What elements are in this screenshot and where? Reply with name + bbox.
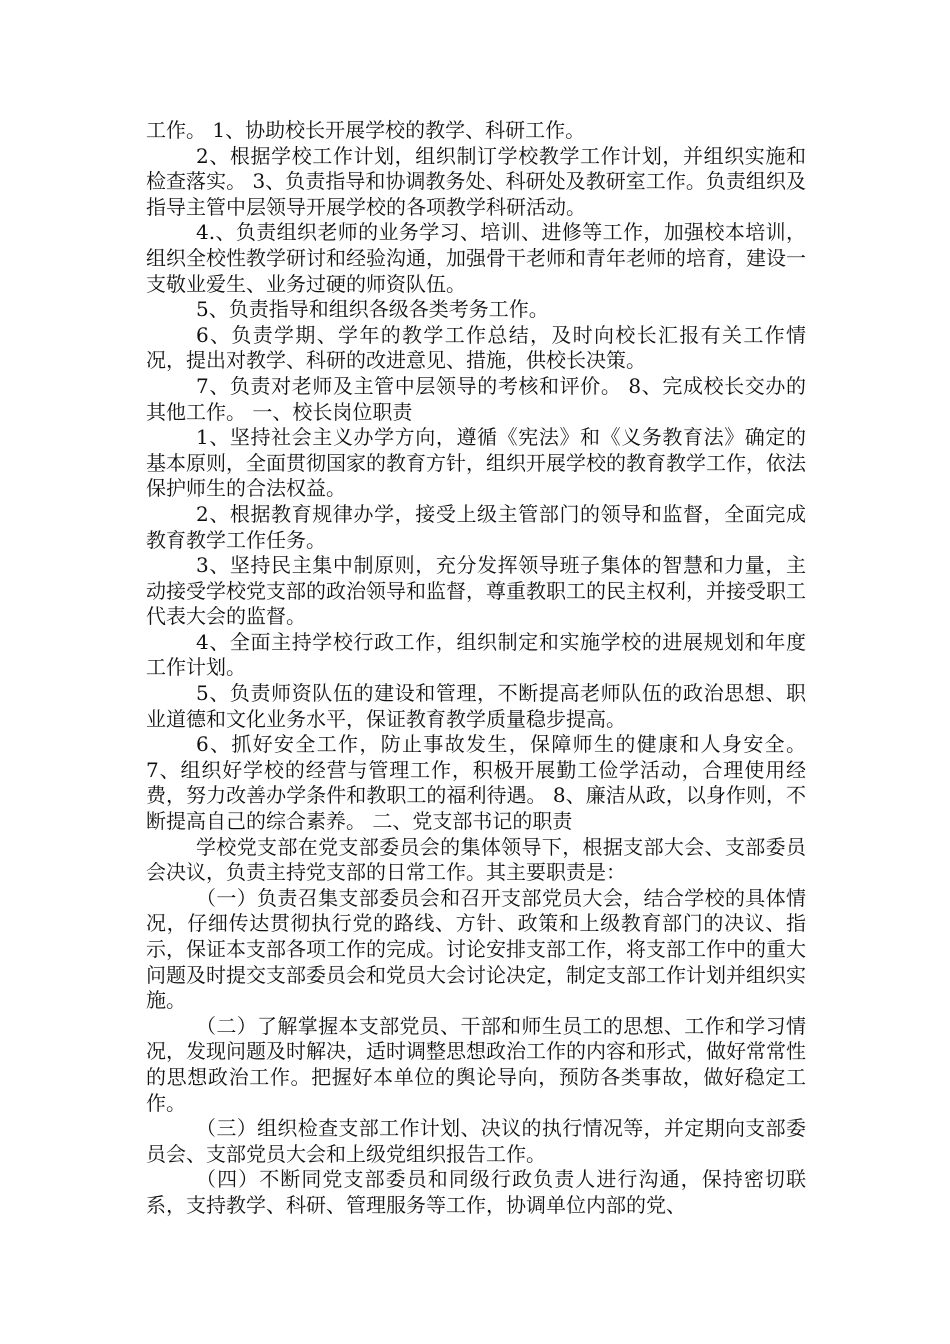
paragraph: 1、坚持社会主义办学方向，遵循《宪法》和《义务教育法》确定的基本原则，全面贯彻国家的教育方针，组织开展学校的教育教学工作，依法保护师生的合法权益。: [146, 425, 806, 501]
paragraph: 6、负责学期、学年的教学工作总结，及时向校长汇报有关工作情况，提出对教学、科研的改进意见、措施，供校长决策。: [146, 322, 806, 373]
paragraph: 4、全面主持学校行政工作，组织制定和实施学校的进展规划和年度工作计划。: [146, 629, 806, 680]
paragraph: 6、抓好安全工作，防止事故发生，保障师生的健康和人身安全。 7、组织好学校的经营与管理工作，积极开展勤工俭学活动，合理使用经费，努力改善办学条件和教职工的福利待遇。 8、廉洁从政，以身作则，不断提高自己的综合素养。 二、党支部书记的职责: [146, 732, 806, 834]
paragraph: 4.、负责组织老师的业务学习、培训、进修等工作，加强校本培训，组织全校性教学研讨和经验沟通，加强骨干老师和青年老师的培育，建设一支敬业爱生、业务过硬的师资队伍。: [146, 220, 806, 296]
paragraph: 5、负责师资队伍的建设和管理，不断提高老师队伍的政治思想、职业道德和文化业务水平，保证教育教学质量稳步提高。: [146, 681, 806, 731]
paragraph: 2、根据教育规律办学，接受上级主管部门的领导和监督，全面完成教育教学工作任务。: [146, 501, 806, 552]
paragraph: （一）负责召集支部委员会和召开支部党员大会，结合学校的具体情况，仔细传达贯彻执行党的路线、方针、政策和上级教育部门的决议、指示，保证本支部各项工作的完成。讨论安排支部工作，将支部工作中的重大问题及时提交支部委员会和党员大会讨论决定，制定支部工作计划并组织实施。: [146, 885, 806, 1013]
paragraph: 2、根据学校工作计划，组织制订学校教学工作计划，并组织实施和检查落实。 3、负责指导和协调教务处、科研处及教研室工作。负责组织及指导主管中层领导开展学校的各项教学科研活动。: [146, 143, 806, 219]
paragraph: （三）组织检查支部工作计划、决议的执行情况等，并定期向支部委员会、支部党员大会和上级党组织报告工作。: [146, 1116, 806, 1166]
paragraph: 7、负责对老师及主管中层领导的考核和评价。 8、完成校长交办的其他工作。 一、校长岗位职责: [146, 373, 806, 424]
paragraph: 学校党支部在党支部委员会的集体领导下，根据支部大会、支部委员会决议，负责主持党支部的日常工作。其主要职责是：: [146, 834, 806, 885]
paragraph: 5、负责指导和组织各级各类考务工作。: [196, 297, 549, 322]
paragraph-continuation: 工作。 1、协助校长开展学校的教学、科研工作。: [146, 118, 586, 142]
paragraph: （二）了解掌握本支部党员、干部和师生员工的思想、工作和学习情况，发现问题及时解决，适时调整思想政治工作的内容和形式，做好常常性的思想政治工作。把握好本单位的舆论导向，预防各类事故，做好稳定工作。: [146, 1013, 806, 1115]
paragraph: （四）不断同党支部委员和同级行政负责人进行沟通，保持密切联系，支持教学、科研、管理服务等工作，协调单位内部的党、: [146, 1167, 806, 1217]
document-body: [146, 118, 806, 1219]
paragraph: 3、坚持民主集中制原则，充分发挥领导班子集体的智慧和力量，主动接受学校党支部的政治领导和监督，尊重教职工的民主权利，并接受职工代表大会的监督。: [146, 553, 806, 629]
